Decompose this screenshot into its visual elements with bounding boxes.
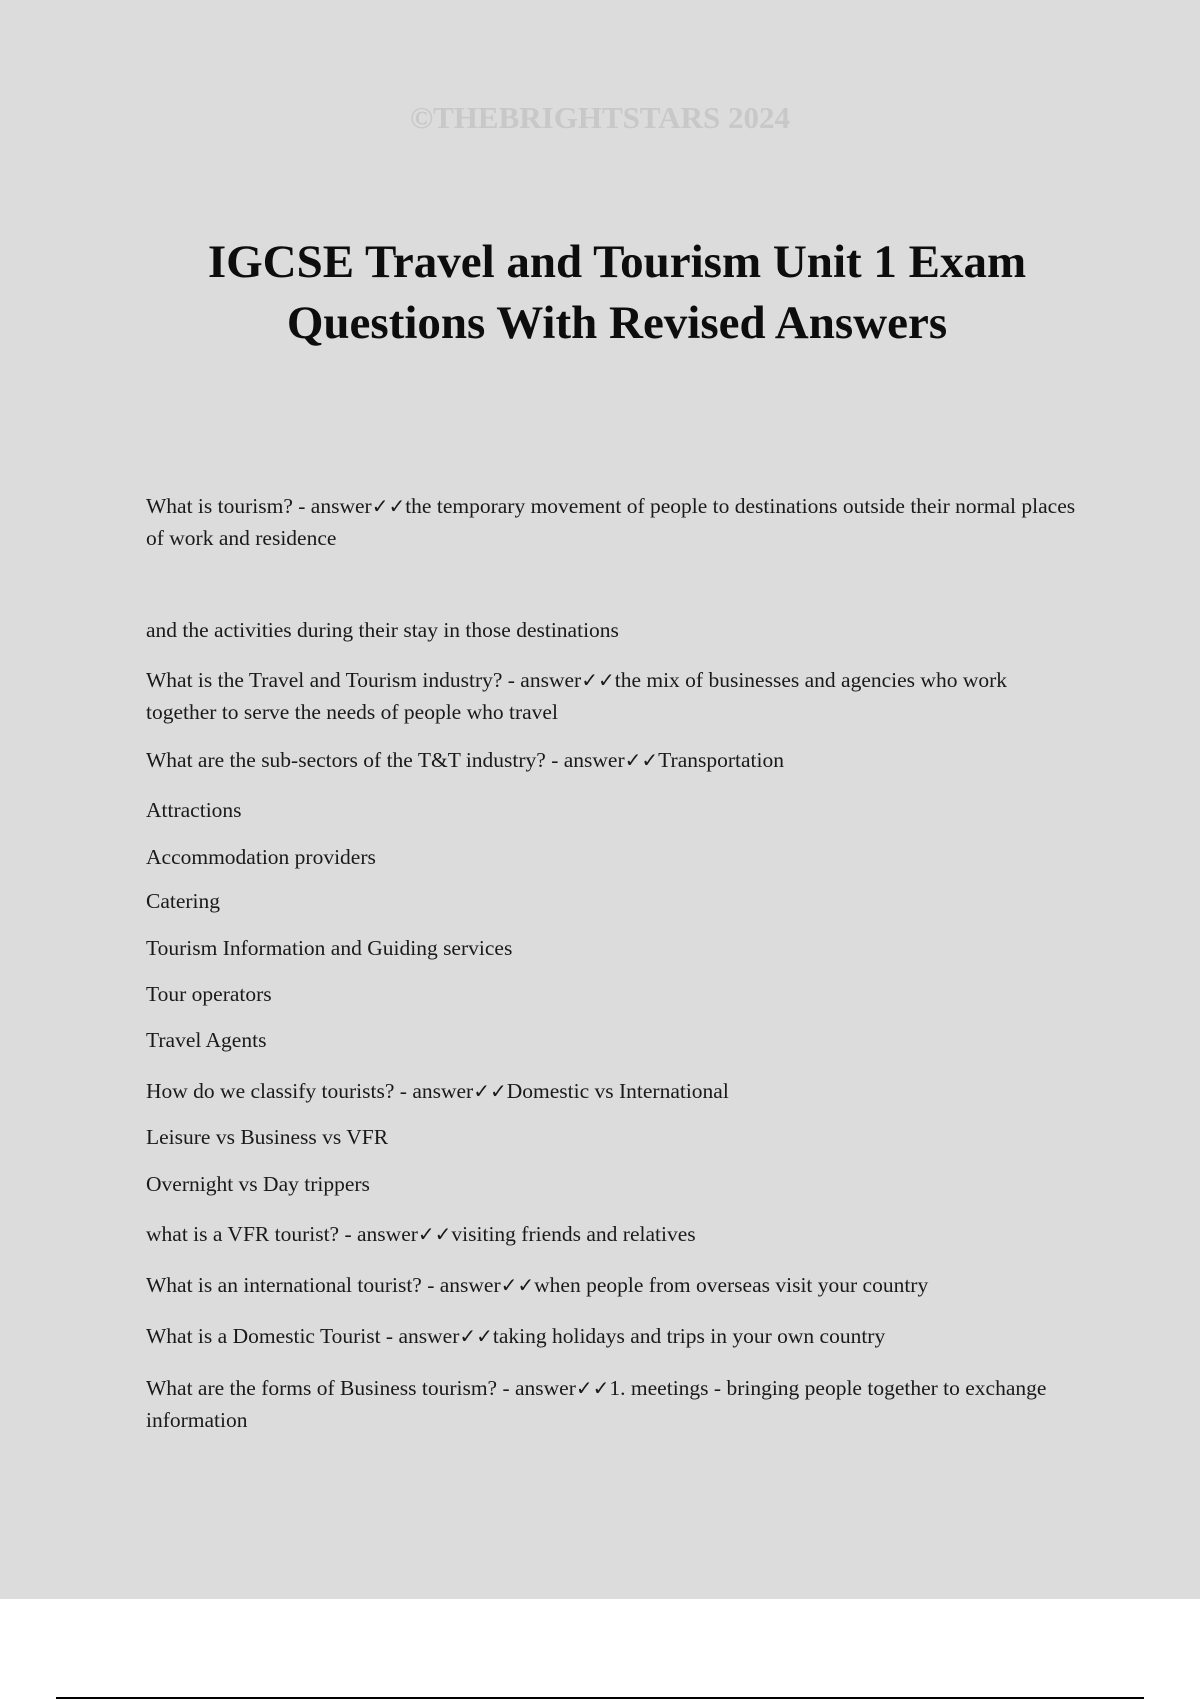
question-text: What is tourism? - answer <box>146 494 372 518</box>
qa-item-tourism <box>146 490 1076 554</box>
qa-item-sub-sectors <box>146 744 1076 776</box>
answer-text: Domestic vs International <box>506 1079 729 1103</box>
question-text: What are the forms of Business tourism? - answer <box>146 1376 576 1400</box>
check-icon: ✓✓ <box>575 1376 610 1400</box>
check-icon: ✓✓ <box>473 1079 507 1103</box>
list-item: Catering <box>146 889 221 913</box>
list-item: Travel Agents <box>146 1028 267 1052</box>
continuation-text: and the activities during their stay in those destinations <box>146 618 619 642</box>
answer-text: when people from overseas visit your country <box>534 1273 929 1297</box>
question-text: What is an international tourist? - answer <box>146 1273 501 1297</box>
title-line-1: IGCSE Travel and Tourism Unit 1 Exam <box>207 236 1027 288</box>
qa-item-domestic <box>146 1320 1076 1352</box>
answer-text: visiting friends and relatives <box>451 1222 696 1246</box>
qa-item-vfr <box>146 1218 1076 1250</box>
list-item: Tourism Information and Guiding services <box>146 936 513 960</box>
document-title <box>100 232 1134 354</box>
list-item: Overnight vs Day trippers <box>146 1172 370 1196</box>
question-text: What are the sub-sectors of the T&T industry? - answer <box>146 748 625 772</box>
answer-text: the temporary movement of people to destinations outside their normal places of work and residence <box>146 494 1076 550</box>
watermark: ©THEBRIGHTSTARS 2024 <box>409 100 791 135</box>
question-text: What is the Travel and Tourism industry? - answer <box>146 668 582 692</box>
qa-item-international <box>146 1269 1076 1301</box>
check-icon: ✓✓ <box>500 1273 535 1297</box>
check-icon: ✓✓ <box>459 1324 493 1348</box>
list-item: Leisure vs Business vs VFR <box>146 1125 389 1149</box>
question-text: What is a Domestic Tourist - answer <box>146 1324 460 1348</box>
answer-text: 1. meetings - bringing people together to exchange information <box>146 1376 1047 1432</box>
qa-item-classify <box>146 1075 1076 1107</box>
list-item: Accommodation providers <box>146 845 376 869</box>
check-icon: ✓✓ <box>624 748 659 772</box>
answer-text: Transportation <box>658 748 784 772</box>
list-item: Tour operators <box>146 982 272 1006</box>
check-icon: ✓✓ <box>581 668 615 692</box>
footer-divider <box>56 1697 1144 1699</box>
question-text: How do we classify tourists? - answer <box>146 1079 474 1103</box>
list-item: Attractions <box>146 798 242 822</box>
title-line-2: Questions With Revised Answers <box>286 297 948 349</box>
question-text: what is a VFR tourist? - answer <box>146 1222 418 1246</box>
qa-item-business <box>146 1372 1076 1436</box>
qa-item-industry <box>146 664 1076 728</box>
check-icon: ✓✓ <box>371 494 406 518</box>
answer-text: taking holidays and trips in your own country <box>492 1324 886 1348</box>
check-icon: ✓✓ <box>417 1222 452 1246</box>
answer-text: the mix of businesses and agencies who work together to serve the needs of people who travel <box>146 668 1008 724</box>
